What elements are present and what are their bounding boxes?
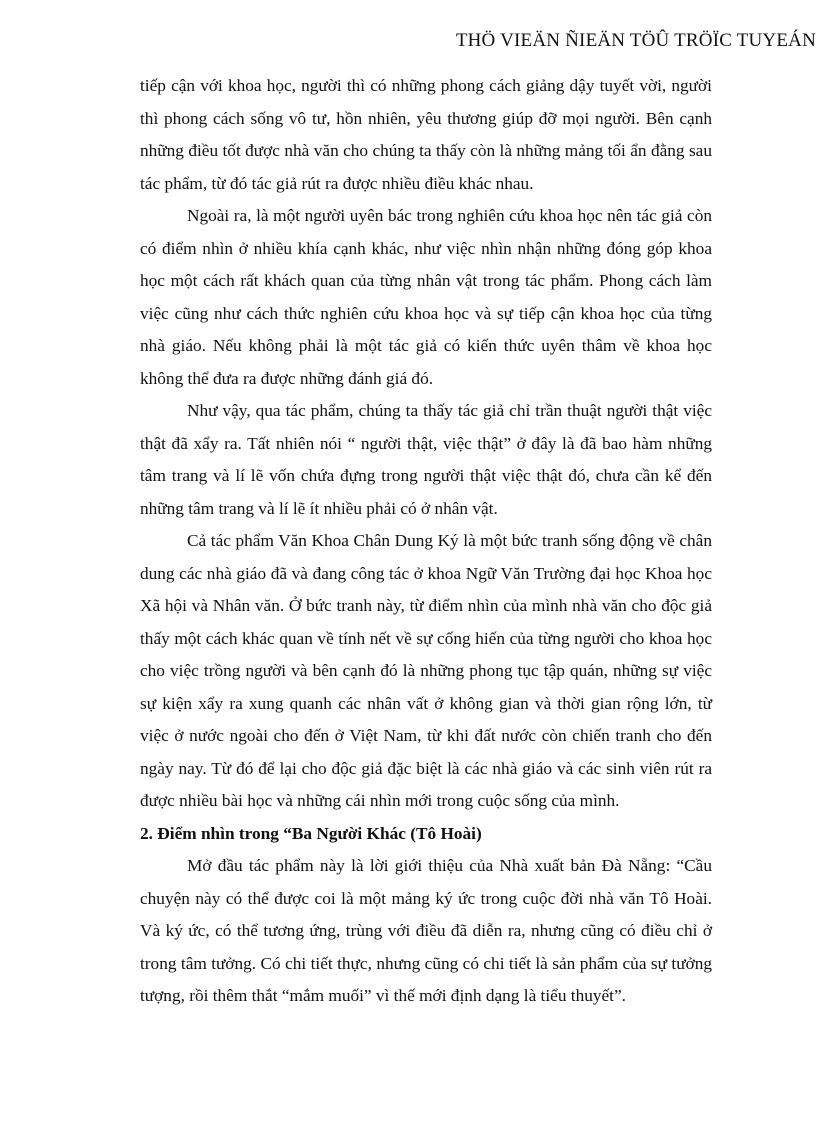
paragraph: Như vậy, qua tác phẩm, chúng ta thấy tác giả chỉ trần thuật người thật việc thật đã xẩy ra. Tất nhiên nói “ người thật, việc thật” ở đây là đã bao hàm những tâm trang và lí lẽ vốn chứa đựng trong người thật việc thật đó, chưa cần kể đến những tâm trang và lí lẽ ít nhiều phải có ở nhân vật. — [140, 401, 712, 518]
paragraph-continuation: tiếp cận với khoa học, người thì có những phong cách giảng dậy tuyết vời, người thì phong cách sống vô tư, hồn nhiên, yêu thương giúp đỡ mọi người. Bên cạnh những điều tốt được nhà văn cho chúng ta thấy còn là những mảng tối ẩn đằng sau tác phẩm, từ đó tác giả rút ra được nhiều điều khác nhau. — [140, 76, 712, 193]
section-heading: 2. Điểm nhìn trong “Ba Người Khác (Tô Hoài) — [140, 823, 482, 843]
paragraph: Ngoài ra, là một người uyên bác trong nghiên cứu khoa học nên tác giả còn có điểm nhìn ở nhiều khía cạnh khác, như việc nhìn nhận những đóng góp khoa học một cách rất khách quan của từng nhân vật trong tác phẩm. Phong cách làm việc cũng như cách thức nghiên cứu khoa học và sự tiếp cận khoa học của từng nhà giáo. Nếu không phải là một tác giả có kiến thức uyên thâm về khoa học không thể đưa ra được những đánh giá đó. — [140, 206, 712, 388]
document-body — [140, 70, 712, 1013]
page-header-title: THÖ VIEÄN ÑIEÄN TÖÛ TRÖÏC TUYEÁN — [455, 30, 816, 51]
paragraph: Cả tác phẩm Văn Khoa Chân Dung Ký là một bức tranh sống động về chân dung các nhà giáo đã và đang công tác ở khoa Ngữ Văn Trường đại học Khoa học Xã hội và Nhân văn. Ở bức tranh này, từ điểm nhìn của mình nhà văn cho độc giả thấy một cách khác quan về tính nết về sự cống hiến của từng người cho khoa học cho việc trồng người và bên cạnh đó là những phong tục tập quán, những sự việc sự kiện xẩy ra xung quanh các nhân vất ở không gian và thời gian rộng lớn, từ việc ở nước ngoài cho đến ở Việt Nam, từ khi đất nước còn chiến tranh cho đến ngày nay. Từ đó để lại cho độc giả đặc biệt là các nhà giáo và các sinh viên rút ra được nhiều bài học và những cái nhìn mới trong cuộc sống của mình. — [140, 531, 712, 810]
paragraph: Mở đầu tác phẩm này là lời giới thiệu của Nhà xuất bản Đà Nẵng: “Cầu chuyện này có thể được coi là một mảng ký ức trong cuộc đời nhà văn Tô Hoài. Và ký ức, có thể tương ứng, trùng với điều đã diễn ra, nhưng cũng có điều chỉ ở trong tâm tưởng. Có chi tiết thực, nhưng cũng có chi tiết là sản phẩm của sự tưởng tượng, rồi thêm thắt “mắm muối” vì thế mới định dạng là tiểu thuyết”. — [140, 856, 712, 1005]
